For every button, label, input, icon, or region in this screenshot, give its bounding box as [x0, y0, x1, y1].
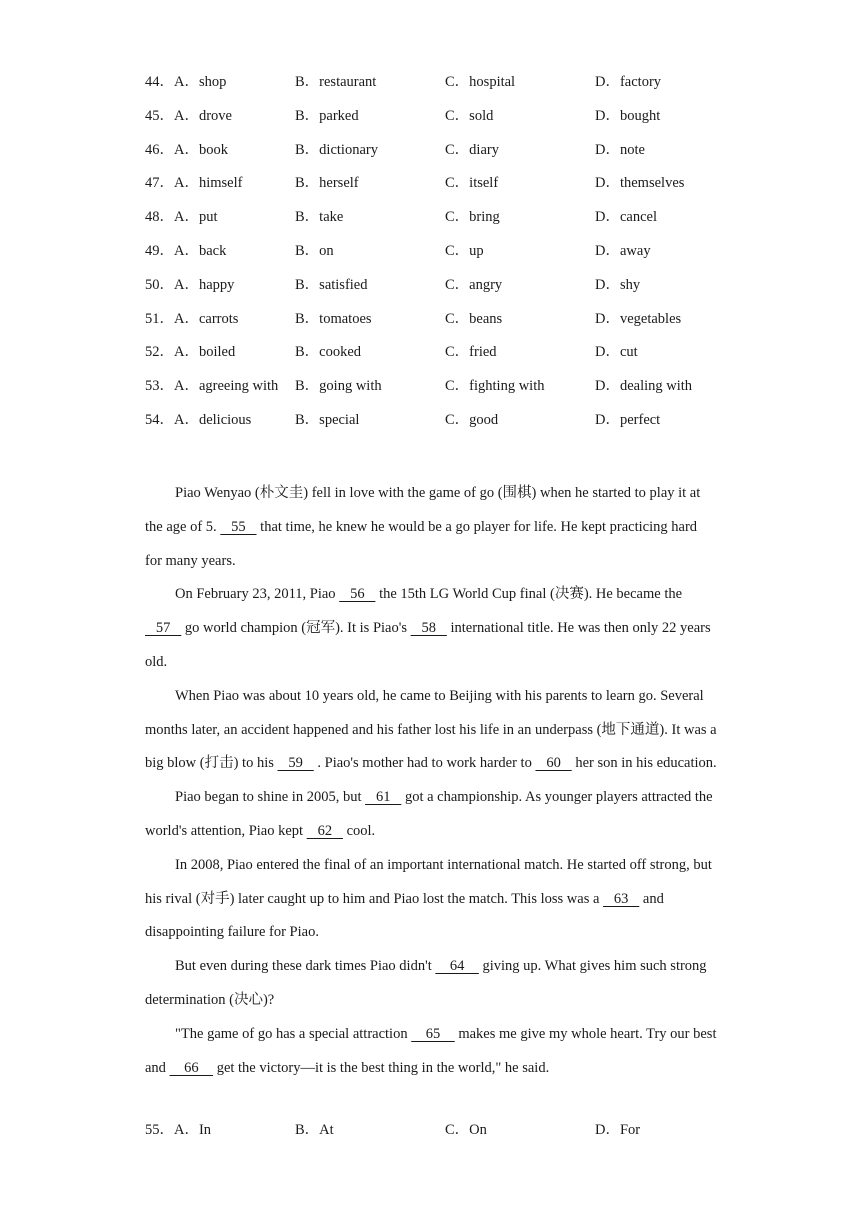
option-c: C．sold — [445, 107, 494, 124]
option-b: B．dictionary — [295, 141, 378, 158]
option-a: 48．A．put — [145, 209, 218, 226]
option-d: D．cut — [595, 344, 638, 361]
option-c: C．up — [445, 242, 484, 259]
option-a: 44．A．shop — [145, 74, 227, 90]
option-b: B．tomatoes — [295, 310, 372, 327]
blank-63: 63 — [603, 890, 640, 907]
blank-60: 60 — [535, 755, 572, 772]
paragraph-2: On February 23, 2011, Piao 56 the 15th LG World Cup final (决赛). He became the 57 go world champion (冠军). It is Piao's 58 international title. He was then only 22 years old. — [145, 586, 711, 670]
option-d: D．themselves — [595, 175, 685, 192]
option-d: D．perfect — [595, 411, 661, 428]
cloze-passage — [145, 477, 717, 1085]
option-c: C．angry — [445, 276, 503, 293]
option-a: 46．A．book — [145, 141, 228, 158]
option-d: D．bought — [595, 107, 661, 124]
option-d: D．cancel — [595, 209, 657, 226]
option-b: B．At — [295, 1122, 334, 1138]
blank-57: 57 — [145, 620, 182, 637]
option-b: B．special — [295, 411, 360, 428]
option-b: B．satisfied — [295, 276, 368, 293]
option-c: C．good — [445, 411, 499, 428]
option-d: D．For — [595, 1122, 641, 1138]
option-d: D．shy — [595, 276, 641, 293]
option-b: B．on — [295, 242, 334, 259]
option-d: D．dealing with — [595, 378, 693, 395]
option-a: 55．A．In — [145, 1122, 212, 1138]
option-c: C．hospital — [445, 74, 516, 90]
option-d: D．vegetables — [595, 310, 682, 327]
option-c: C．fighting with — [445, 378, 545, 395]
option-a: 49．A．back — [145, 242, 227, 259]
blank-61: 61 — [365, 789, 402, 806]
blank-66: 66 — [169, 1059, 214, 1076]
option-b: B．take — [295, 209, 344, 226]
blank-62: 62 — [306, 822, 343, 839]
blank-65: 65 — [411, 1025, 455, 1042]
option-c: C．fried — [445, 344, 497, 361]
option-b: B．restaurant — [295, 74, 377, 90]
paragraph-4: Piao began to shine in 2005, but 61 got a championship. As younger players attracted the world's attention, Piao kept 62 cool. — [145, 789, 713, 839]
option-a: 51．A．carrots — [145, 310, 239, 327]
option-c: C．bring — [445, 209, 500, 226]
blank-55: 55 — [220, 518, 257, 535]
paragraph-7: "The game of go has a special attraction 65 makes me give my whole heart. Try our best and 66 get the victory—it is the best thing in the world," he said. — [145, 1025, 717, 1076]
option-b: B．parked — [295, 107, 359, 124]
option-a: 53．A．agreeing with — [145, 378, 279, 395]
option-c: C．itself — [445, 175, 499, 192]
option-c: C．On — [445, 1122, 487, 1138]
blank-56: 56 — [339, 586, 376, 603]
paragraph-5: In 2008, Piao entered the final of an important international match. He started off strong, but his rival (对手) later caught up to him and Piao lost the match. This loss was a 63 and disappointing failure for Piao. — [145, 856, 712, 941]
paragraph-3: When Piao was about 10 years old, he came to Beijing with his parents to learn go. Several months later, an accident happened and his father lost his life in an underpass (地下通道). It was a big blow (打击) to his 59 . Piao's mother had to work harder to 60 her son in his education. — [145, 687, 717, 772]
option-d: D．away — [595, 242, 651, 259]
option-a: 54．A．delicious — [145, 411, 252, 428]
option-b: B．cooked — [295, 344, 362, 361]
option-a: 50．A．happy — [145, 276, 235, 293]
option-a: 52．A．boiled — [145, 344, 236, 361]
option-a: 45．A．drove — [145, 107, 232, 124]
option-a: 47．A．himself — [145, 175, 243, 192]
blank-59: 59 — [277, 755, 314, 772]
paragraph-1: Piao Wenyao (朴文圭) fell in love with the game of go (围棋) when he started to play it at the age of 5. 55 that time, he knew he would be a go player for life. He kept practicing hard for many years. — [145, 485, 701, 569]
option-b: B．going with — [295, 378, 382, 395]
option-d: D．note — [595, 141, 645, 158]
paragraph-6: But even during these dark times Piao didn't 64 giving up. What gives him such strong determination (决心)? — [145, 958, 707, 1008]
option-c: C．diary — [445, 141, 499, 158]
option-c: C．beans — [445, 310, 503, 327]
blank-58: 58 — [410, 620, 447, 637]
option-b: B．herself — [295, 175, 359, 192]
blank-64: 64 — [435, 958, 479, 975]
option-d: D．factory — [595, 74, 662, 90]
